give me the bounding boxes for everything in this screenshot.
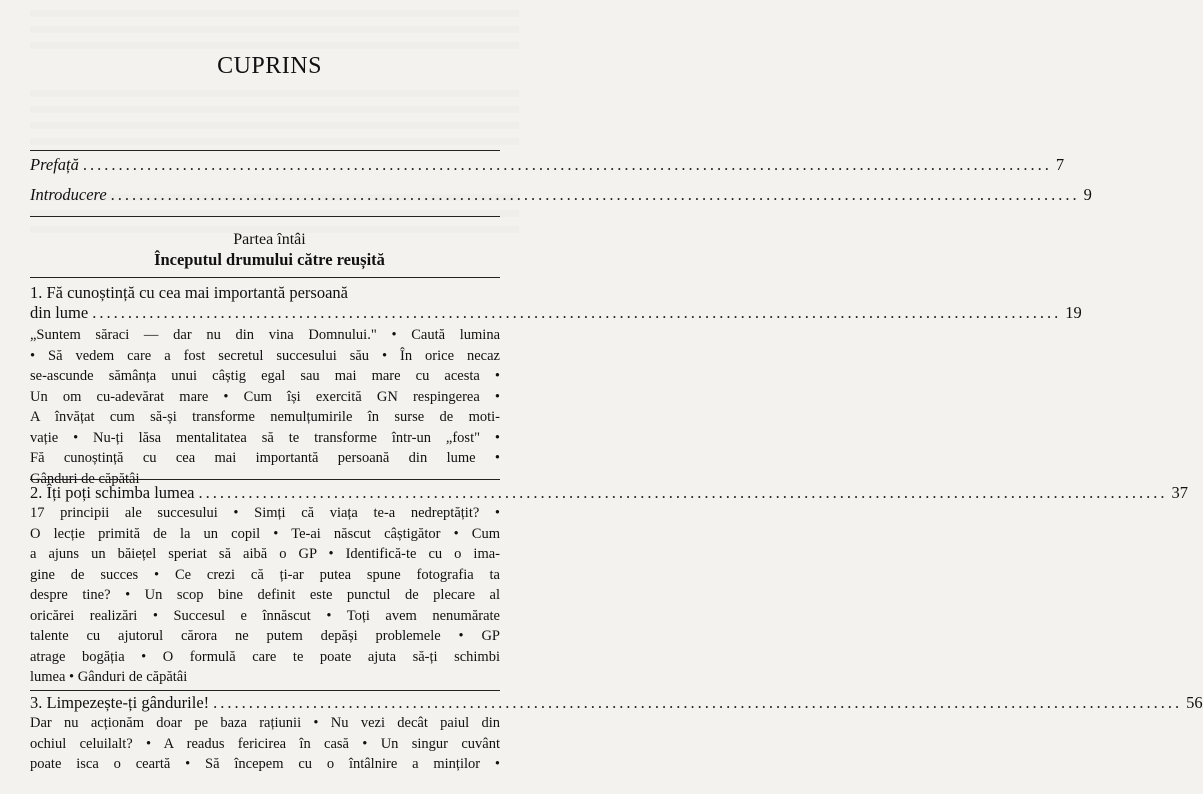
summary-line: • Să vedem care a fost secretul succesului său • În orice necaz — [30, 347, 500, 364]
summary-line: talente cu ajutorul cărora ne putem depăși problemele • GP — [30, 628, 500, 644]
show-through-texture — [30, 86, 519, 146]
chapter-1-summary — [30, 325, 500, 489]
leader-dots: ........................................................................................................................................ — [82, 155, 1052, 174]
section-divider — [30, 479, 500, 480]
top-divider — [30, 150, 500, 151]
summary-line: Dar nu acționăm doar pe baza rațiunii • Nu vezi decât paiul din — [30, 715, 500, 731]
summary-line: Gânduri de căpătâi — [30, 470, 140, 487]
toc-entry-page: 19 — [1065, 303, 1082, 322]
part-label: Partea întâi — [233, 231, 306, 248]
summary-line: gine de succes • Ce crezi că ți-ar putea spune fotografia ta — [30, 566, 500, 583]
toc-entry-label: 2. Îți poți schimba lumea — [30, 483, 195, 502]
toc-entry-page: 56 — [1186, 693, 1203, 712]
chapter-2-heading[interactable] — [30, 483, 1189, 503]
leader-dots: ........................................................................................................................................ — [213, 693, 1183, 712]
summary-line: 17 principii ale succesului • Simți că viața te-a nedreptățit? • — [30, 505, 500, 521]
page-title: CUPRINS — [217, 53, 322, 79]
leader-dots: ........................................................................................................................................ — [110, 185, 1080, 204]
toc-entry-introducere[interactable] — [30, 185, 1092, 205]
summary-line: oricărei realizări • Succesul e înnăscut • Toți avem nenumărate — [30, 607, 500, 624]
leader-dots: ........................................................................................................................................ — [92, 303, 1062, 322]
summary-line: a ajuns un băiețel speriat să aibă o GP • Identifică-te cu o ima- — [30, 546, 500, 562]
summary-line: „Suntem săraci — dar nu din vina Domnului." • Caută lumina — [30, 327, 500, 343]
summary-line: A învățat cum să-și transforme nemulțumirile în surse de moti- — [30, 409, 500, 425]
summary-line: O lecție primită de la un copil • Te-ai născut câștigător • Cum — [30, 525, 500, 542]
toc-entry-label: Prefață — [30, 155, 79, 174]
chapter-1-heading[interactable]: 1. Fă cunoștință cu cea mai importantă persoană — [30, 283, 348, 302]
summary-line: se-ascunde sămânța unui câștig egal sau mai mare cu acesta • — [30, 368, 500, 384]
summary-line: atrage bogăția • O formulă care te poate ajuta să-ți schimbi — [30, 648, 500, 665]
part-title: Începutul drumului către reușită — [154, 250, 385, 269]
summary-line: Fă cunoștință cu cea mai importantă persoană din lume • — [30, 450, 500, 466]
chapter-3-heading[interactable] — [30, 693, 1203, 713]
toc-entry-prefata[interactable] — [30, 155, 1065, 175]
toc-entry-label: Introducere — [30, 185, 107, 204]
summary-line: ochiul celuilalt? • A readus fericirea în casă • Un singur cuvânt — [30, 735, 500, 752]
summary-line: lumea • Gânduri de căpătâi — [30, 669, 188, 685]
chapter-1-heading-end[interactable] — [30, 303, 1082, 323]
show-through-texture — [30, 6, 519, 56]
leader-dots: ........................................................................................................................................ — [198, 483, 1168, 502]
summary-line: despre tine? • Un scop bine definit este punctul de plecare al — [30, 587, 500, 603]
section-divider — [30, 277, 500, 278]
toc-entry-label: din lume — [30, 303, 89, 322]
toc-entry-page: 9 — [1083, 185, 1092, 204]
chapter-3-summary — [30, 713, 500, 775]
toc-entry-label: 3. Limpezește-ți gândurile! — [30, 693, 210, 712]
toc-entry-page: 37 — [1171, 483, 1189, 502]
summary-line: Un om cu-adevărat mare • Cum își exercită GN respingerea • — [30, 388, 500, 405]
toc-entry-page: 7 — [1055, 155, 1065, 174]
summary-line: poate isca o ceartă • Să începem cu o întâlnire a minților • — [30, 756, 500, 772]
chapter-2-summary — [30, 503, 500, 688]
summary-line: vație • Nu-ți lăsa mentalitatea să te transforme într-un „fost" • — [30, 429, 500, 446]
section-divider — [30, 216, 500, 217]
section-divider — [30, 690, 500, 691]
